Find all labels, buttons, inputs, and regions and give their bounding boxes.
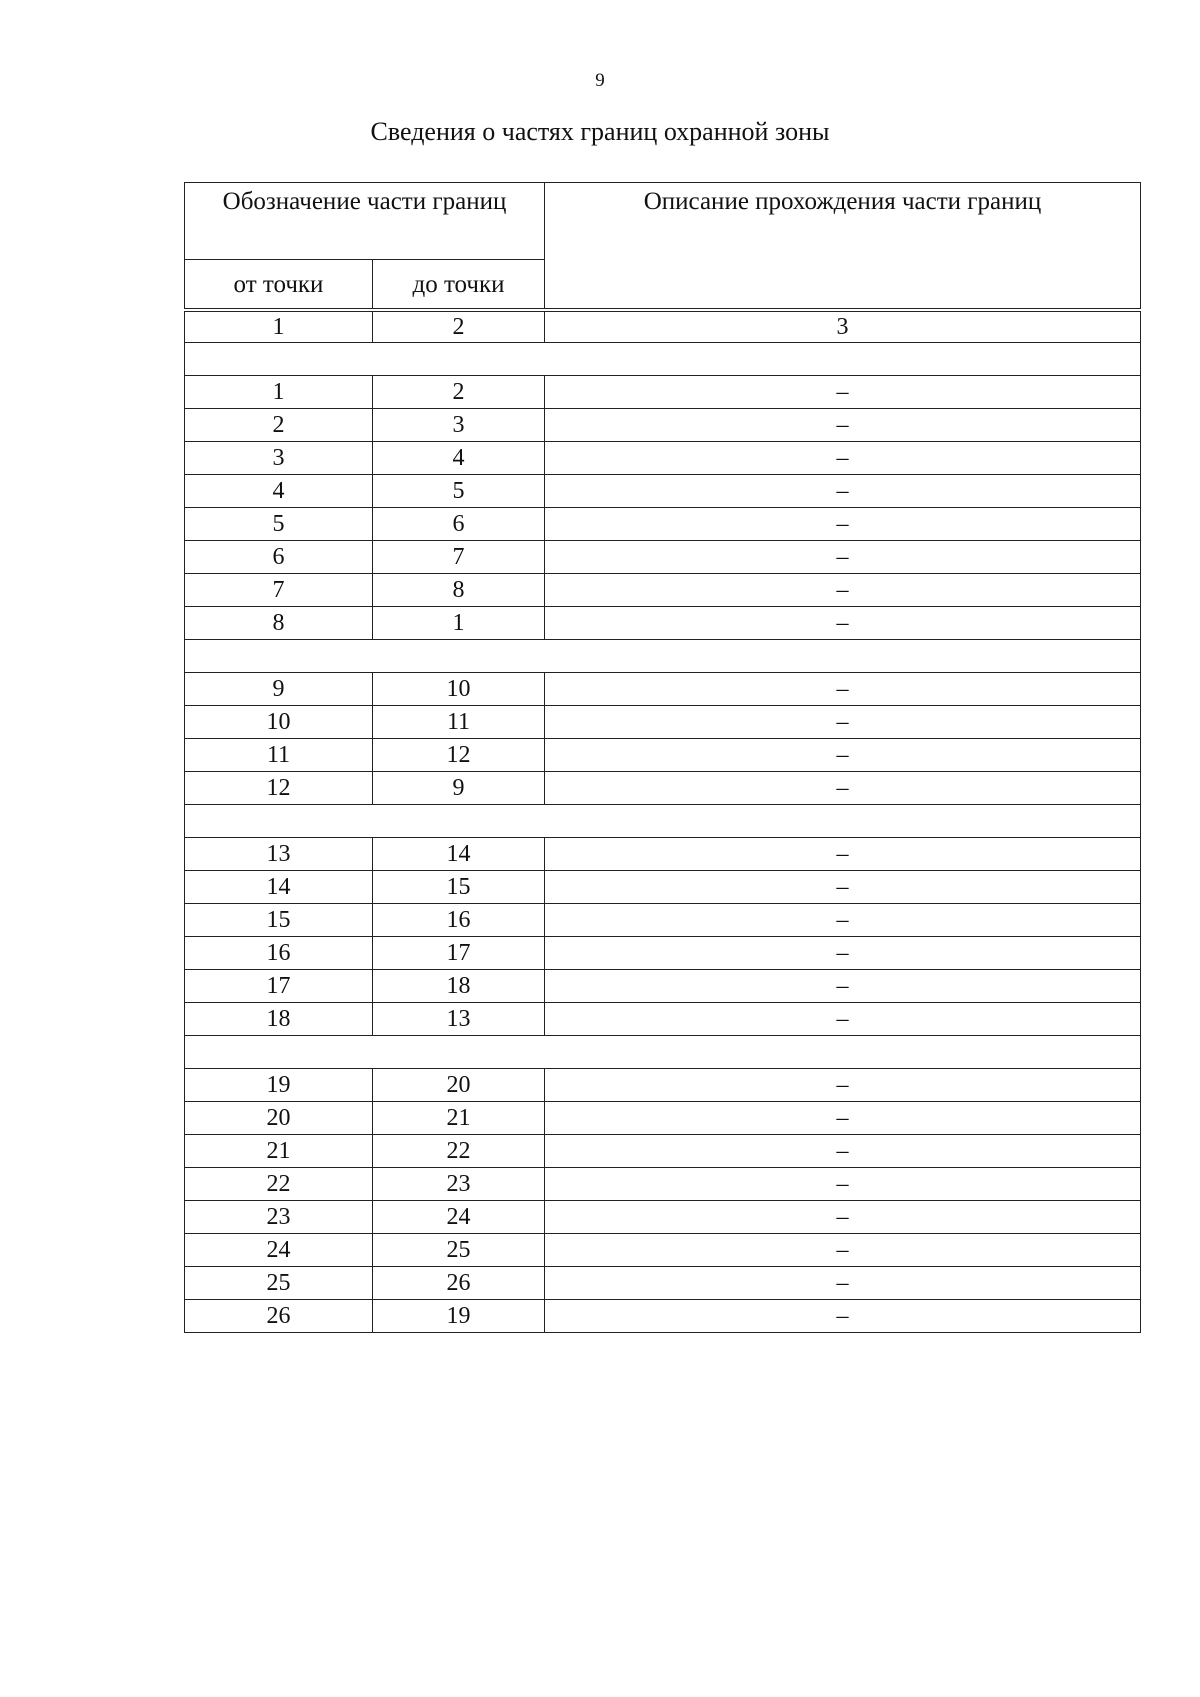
header-from-point: от точки xyxy=(185,260,373,309)
to-point-cell: 23 xyxy=(373,1168,545,1201)
table-row xyxy=(185,541,1141,574)
from-point-cell: 6 xyxy=(185,541,373,574)
table-row xyxy=(185,838,1141,871)
from-point-cell: 22 xyxy=(185,1168,373,1201)
page-number: 9 xyxy=(595,70,605,91)
description-cell: – xyxy=(545,442,1141,475)
table-row xyxy=(185,706,1141,739)
description-cell: – xyxy=(545,673,1141,706)
table-row xyxy=(185,970,1141,1003)
to-point-cell: 3 xyxy=(373,409,545,442)
group-label-row xyxy=(185,805,1141,838)
to-point-cell: 21 xyxy=(373,1102,545,1135)
description-cell: – xyxy=(545,508,1141,541)
table-row xyxy=(185,1102,1141,1135)
from-point-cell: 7 xyxy=(185,574,373,607)
table-row xyxy=(185,772,1141,805)
from-point-cell: 8 xyxy=(185,607,373,640)
group-label xyxy=(185,1036,1141,1069)
table-row xyxy=(185,376,1141,409)
to-point-cell: 9 xyxy=(373,772,545,805)
header-to-point: до точки xyxy=(373,260,545,309)
table-row xyxy=(185,442,1141,475)
to-point-cell: 24 xyxy=(373,1201,545,1234)
to-point-cell: 13 xyxy=(373,1003,545,1036)
description-cell: – xyxy=(545,376,1141,409)
from-point-cell: 1 xyxy=(185,376,373,409)
table-row xyxy=(185,904,1141,937)
description-cell: – xyxy=(545,574,1141,607)
from-point-cell: 16 xyxy=(185,937,373,970)
description-cell: – xyxy=(545,1234,1141,1267)
to-point-cell: 22 xyxy=(373,1135,545,1168)
from-point-cell: 25 xyxy=(185,1267,373,1300)
to-point-cell: 1 xyxy=(373,607,545,640)
group-label-row xyxy=(185,1036,1141,1069)
description-cell: – xyxy=(545,1267,1141,1300)
table-row xyxy=(185,1267,1141,1300)
table-row xyxy=(185,475,1141,508)
boundary-parts-table xyxy=(184,182,1141,1333)
from-point-cell: 26 xyxy=(185,1300,373,1333)
column-number: 3 xyxy=(545,312,1141,343)
from-point-cell: 24 xyxy=(185,1234,373,1267)
table-row xyxy=(185,1003,1141,1036)
description-cell: – xyxy=(545,1201,1141,1234)
group-label xyxy=(185,343,1141,376)
description-cell: – xyxy=(545,1300,1141,1333)
header-description: Описание прохождения части границ xyxy=(545,183,1141,309)
from-point-cell: 14 xyxy=(185,871,373,904)
header-designation: Обозначение части границ xyxy=(185,183,545,260)
to-point-cell: 15 xyxy=(373,871,545,904)
table-row xyxy=(185,937,1141,970)
to-point-cell: 10 xyxy=(373,673,545,706)
from-point-cell: 3 xyxy=(185,442,373,475)
table-row xyxy=(185,1069,1141,1102)
table-row xyxy=(185,739,1141,772)
table-row xyxy=(185,871,1141,904)
to-point-cell: 19 xyxy=(373,1300,545,1333)
to-point-cell: 26 xyxy=(373,1267,545,1300)
from-point-cell: 10 xyxy=(185,706,373,739)
table-row xyxy=(185,1135,1141,1168)
description-cell: – xyxy=(545,838,1141,871)
to-point-cell: 20 xyxy=(373,1069,545,1102)
group-label xyxy=(185,640,1141,673)
from-point-cell: 9 xyxy=(185,673,373,706)
description-cell: – xyxy=(545,772,1141,805)
column-numbers-row xyxy=(185,312,1141,343)
description-cell: – xyxy=(545,937,1141,970)
description-cell: – xyxy=(545,1069,1141,1102)
description-cell: – xyxy=(545,1102,1141,1135)
description-cell: – xyxy=(545,1135,1141,1168)
to-point-cell: 25 xyxy=(373,1234,545,1267)
from-point-cell: 4 xyxy=(185,475,373,508)
description-cell: – xyxy=(545,409,1141,442)
to-point-cell: 16 xyxy=(373,904,545,937)
column-number: 1 xyxy=(185,312,373,343)
description-cell: – xyxy=(545,475,1141,508)
table-row xyxy=(185,1234,1141,1267)
group-label-row xyxy=(185,343,1141,376)
description-cell: – xyxy=(545,739,1141,772)
from-point-cell: 2 xyxy=(185,409,373,442)
from-point-cell: 15 xyxy=(185,904,373,937)
table-row xyxy=(185,1300,1141,1333)
description-cell: – xyxy=(545,607,1141,640)
table-row xyxy=(185,1201,1141,1234)
to-point-cell: 7 xyxy=(373,541,545,574)
from-point-cell: 5 xyxy=(185,508,373,541)
column-number: 2 xyxy=(373,312,545,343)
to-point-cell: 11 xyxy=(373,706,545,739)
from-point-cell: 13 xyxy=(185,838,373,871)
table-row xyxy=(185,673,1141,706)
description-cell: – xyxy=(545,706,1141,739)
to-point-cell: 14 xyxy=(373,838,545,871)
description-cell: – xyxy=(545,1003,1141,1036)
group-label xyxy=(185,805,1141,838)
description-cell: – xyxy=(545,970,1141,1003)
description-cell: – xyxy=(545,541,1141,574)
table-row xyxy=(185,409,1141,442)
document-title: Сведения о частях границ охранной зоны xyxy=(370,117,830,146)
from-point-cell: 11 xyxy=(185,739,373,772)
from-point-cell: 18 xyxy=(185,1003,373,1036)
from-point-cell: 23 xyxy=(185,1201,373,1234)
group-label-row xyxy=(185,640,1141,673)
table-row xyxy=(185,607,1141,640)
to-point-cell: 6 xyxy=(373,508,545,541)
from-point-cell: 21 xyxy=(185,1135,373,1168)
to-point-cell: 17 xyxy=(373,937,545,970)
to-point-cell: 4 xyxy=(373,442,545,475)
to-point-cell: 2 xyxy=(373,376,545,409)
from-point-cell: 20 xyxy=(185,1102,373,1135)
to-point-cell: 5 xyxy=(373,475,545,508)
table-row xyxy=(185,508,1141,541)
description-cell: – xyxy=(545,1168,1141,1201)
table-row xyxy=(185,1168,1141,1201)
description-cell: – xyxy=(545,904,1141,937)
to-point-cell: 18 xyxy=(373,970,545,1003)
to-point-cell: 12 xyxy=(373,739,545,772)
from-point-cell: 19 xyxy=(185,1069,373,1102)
from-point-cell: 17 xyxy=(185,970,373,1003)
from-point-cell: 12 xyxy=(185,772,373,805)
header-row xyxy=(185,183,1141,260)
description-cell: – xyxy=(545,871,1141,904)
table-row xyxy=(185,574,1141,607)
to-point-cell: 8 xyxy=(373,574,545,607)
